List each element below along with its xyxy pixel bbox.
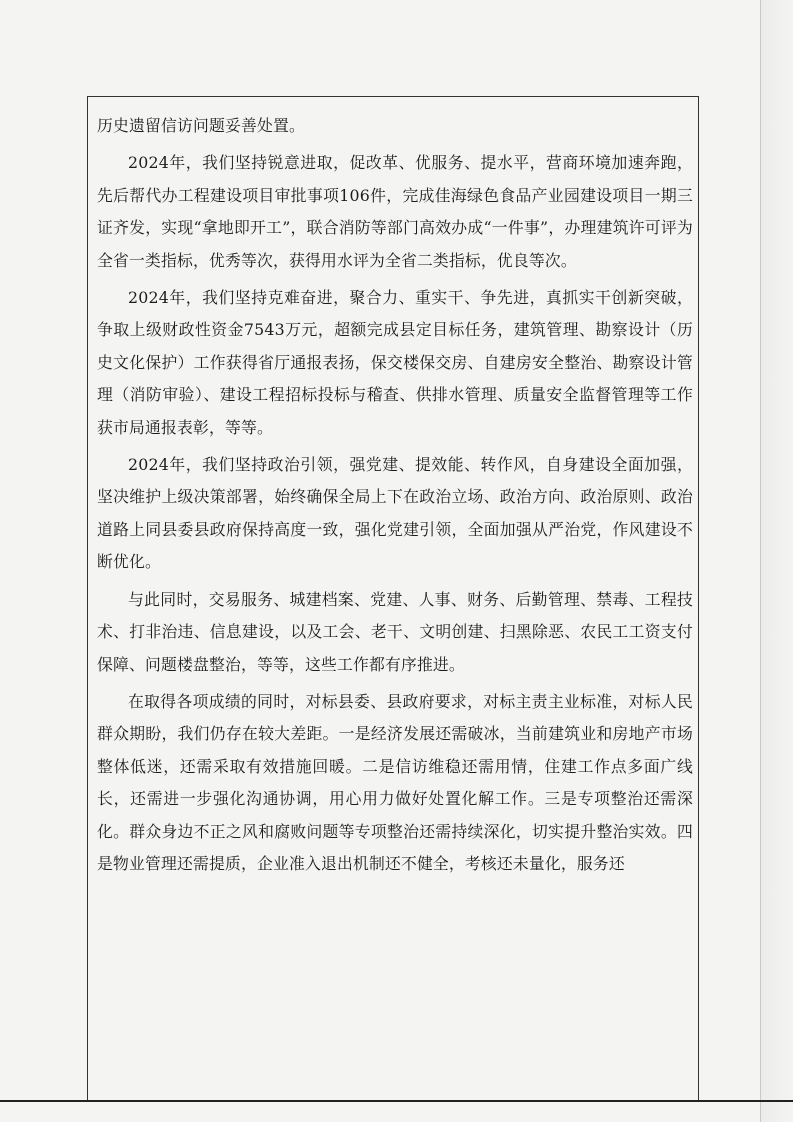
paragraph-political-leadership: 2024年，我们坚持政治引领，强党建、提效能、转作风，自身建设全面加强，坚决维护上级决策部署，始终确保全局上下在政治立场、政治方向、政治原则、政治道路上同县委县政府保持高度一致，强化党建引领，全面加强从严治党，作风建设不断优化。 (97, 455, 693, 572)
page-bottom-rule (0, 1100, 793, 1102)
paragraph-continuation: 历史遗留信访问题妥善处置。 (97, 116, 305, 135)
table-border-right (698, 96, 699, 1100)
scan-edge-shadow (760, 0, 793, 1122)
table-border-top (87, 96, 699, 97)
paragraph-other-work: 与此同时，交易服务、城建档案、党建、人事、财务、后勤管理、禁毒、工程技术、打非治违、信息建设，以及工会、老干、文明创建、扫黑除恶、农民工工资支付保障、问题楼盘整治，等等，这些工作都有序推进。 (97, 589, 693, 674)
paragraph-shortcomings: 在取得各项成绩的同时，对标县委、县政府要求，对标主责主业标准，对标人民群众期盼，我们仍存在较大差距。一是经济发展还需破冰，当前建筑业和房地产市场整体低迷，还需采取有效措施回暖。二是信访维稳还需用情，住建工作点多面广线长，还需进一步强化沟通协调，用心用力做好处置化解工作。三是专项整治还需深化。群众身边不正之风和腐败问题等专项整治还需持续深化，切实提升整治实效。四是物业管理还需提质，企业准入退出机制还不健全，考核还未量化，服务还 (97, 691, 693, 873)
table-border-left (87, 96, 88, 1100)
paragraph-overcoming-difficulties: 2024年，我们坚持克难奋进，聚合力、重实干、争先进，真抓实干创新突破，争取上级财政性资金7543万元，超额完成县定目标任务，建筑管理、勘察设计（历史文化保护）工作获得省厅通报表扬，保交楼保交房、自建房安全整治、勘察设计管理（消防审验）、建设工程招标投标与稽查、供排水管理、质量安全监督管理等工作获市局通报表彰，等等。 (97, 288, 693, 437)
paragraph-business-environment: 2024年，我们坚持锐意进取，促改革、优服务、提水平，营商环境加速奔跑，先后帮代办工程建设项目审批事项106件，完成佳海绿色食品产业园建设项目一期三证齐发，实现“拿地即开工”，联合消防等部门高效办成“一件事”，办理建筑许可评为全省一类指标，优秀等次，获得用水评为全省二类指标，优良等次。 (97, 153, 693, 270)
document-body (97, 110, 693, 885)
